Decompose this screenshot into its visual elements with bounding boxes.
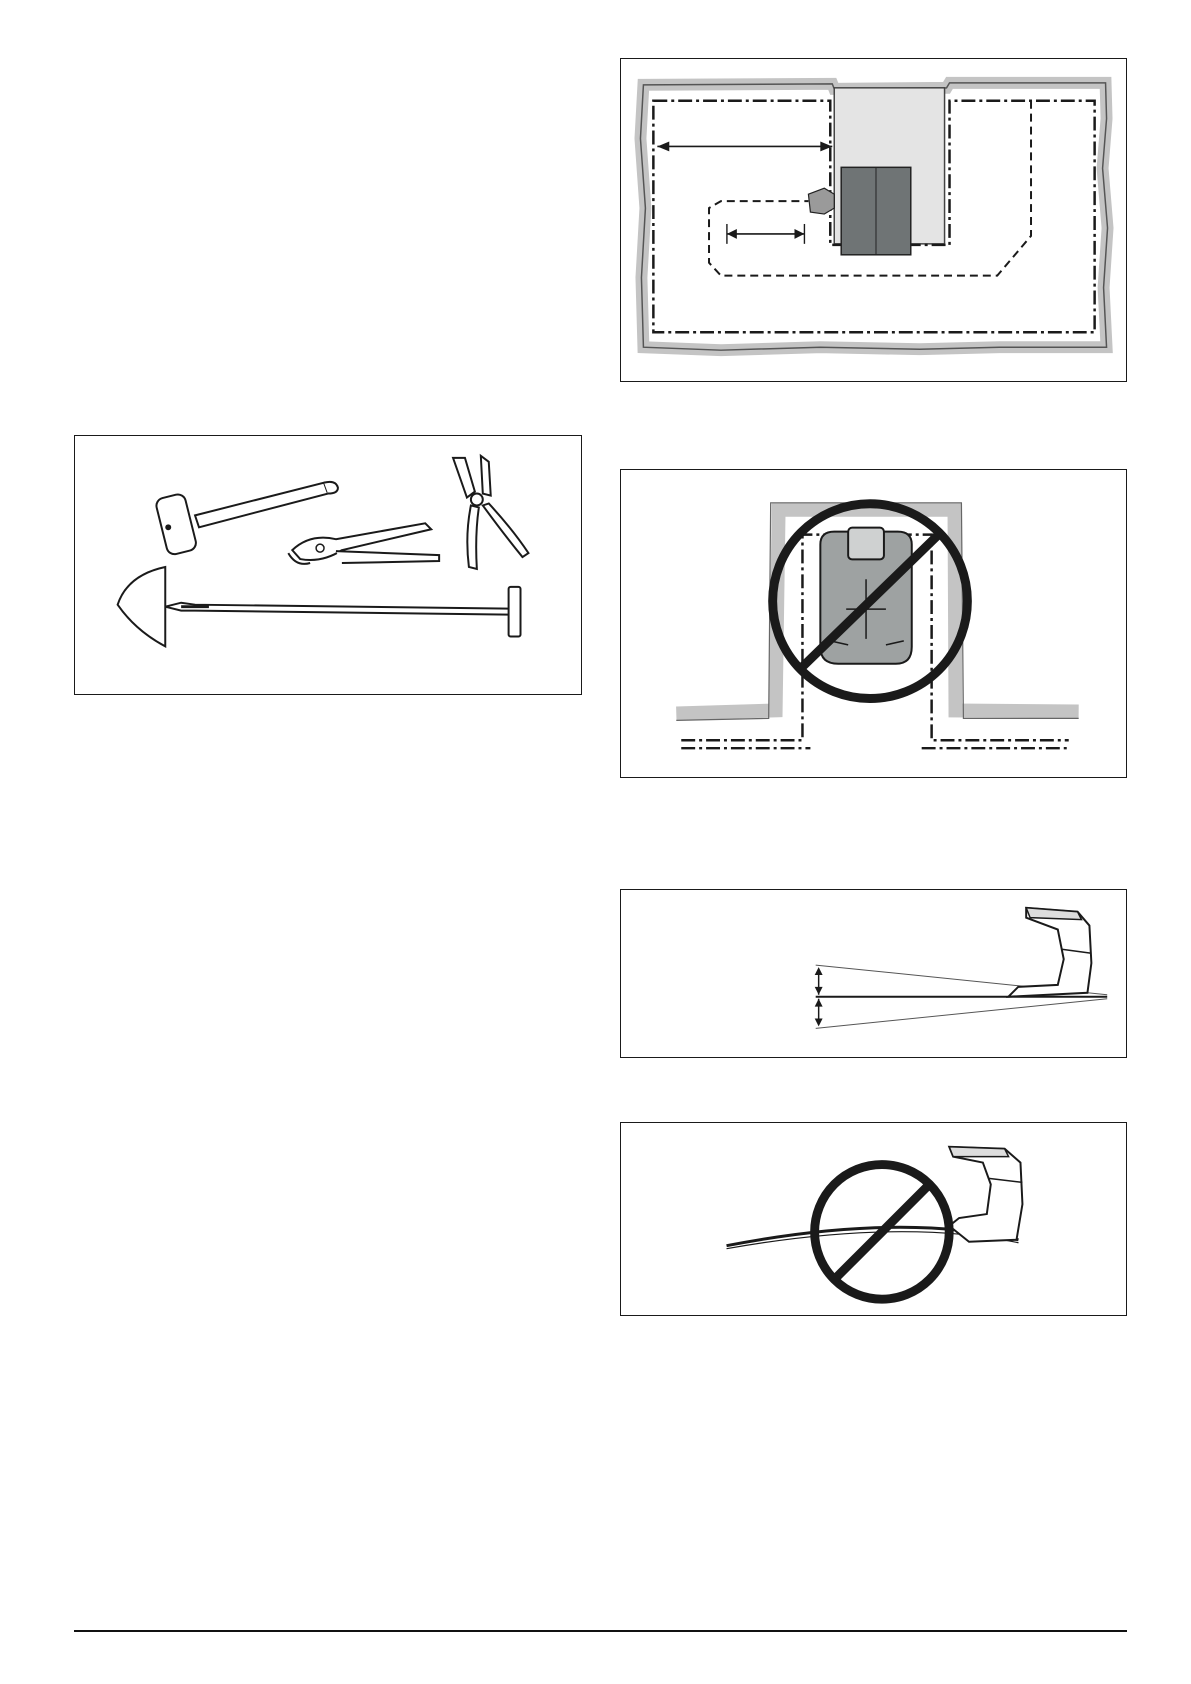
slope-limit-lower	[816, 999, 1108, 1029]
installation-tools-illustration-icon	[75, 436, 581, 694]
charging-station-level-ground-illustration-icon	[621, 890, 1126, 1057]
charging-station-side-icon	[949, 1147, 1022, 1242]
edge-cutter-icon	[118, 567, 521, 646]
figure-slope-ok	[620, 889, 1127, 1058]
combination-pliers-icon	[453, 456, 528, 569]
footer-rule	[74, 1630, 1127, 1632]
figure-layout-diagram	[620, 58, 1127, 382]
prohibited-convex-ground-icon	[621, 1123, 1126, 1315]
prohibited-narrow-passage-icon	[621, 470, 1126, 777]
figure-prohibited-corridor	[620, 469, 1127, 778]
charging-station-side-icon	[1008, 908, 1091, 997]
mower-icon	[808, 188, 834, 214]
charging-station-layout-diagram-icon	[621, 59, 1126, 381]
figure-slope-bad	[620, 1122, 1127, 1316]
mower-top-view-icon	[820, 528, 911, 664]
figure-tools	[74, 435, 582, 695]
water-pump-pliers-icon	[288, 523, 439, 564]
